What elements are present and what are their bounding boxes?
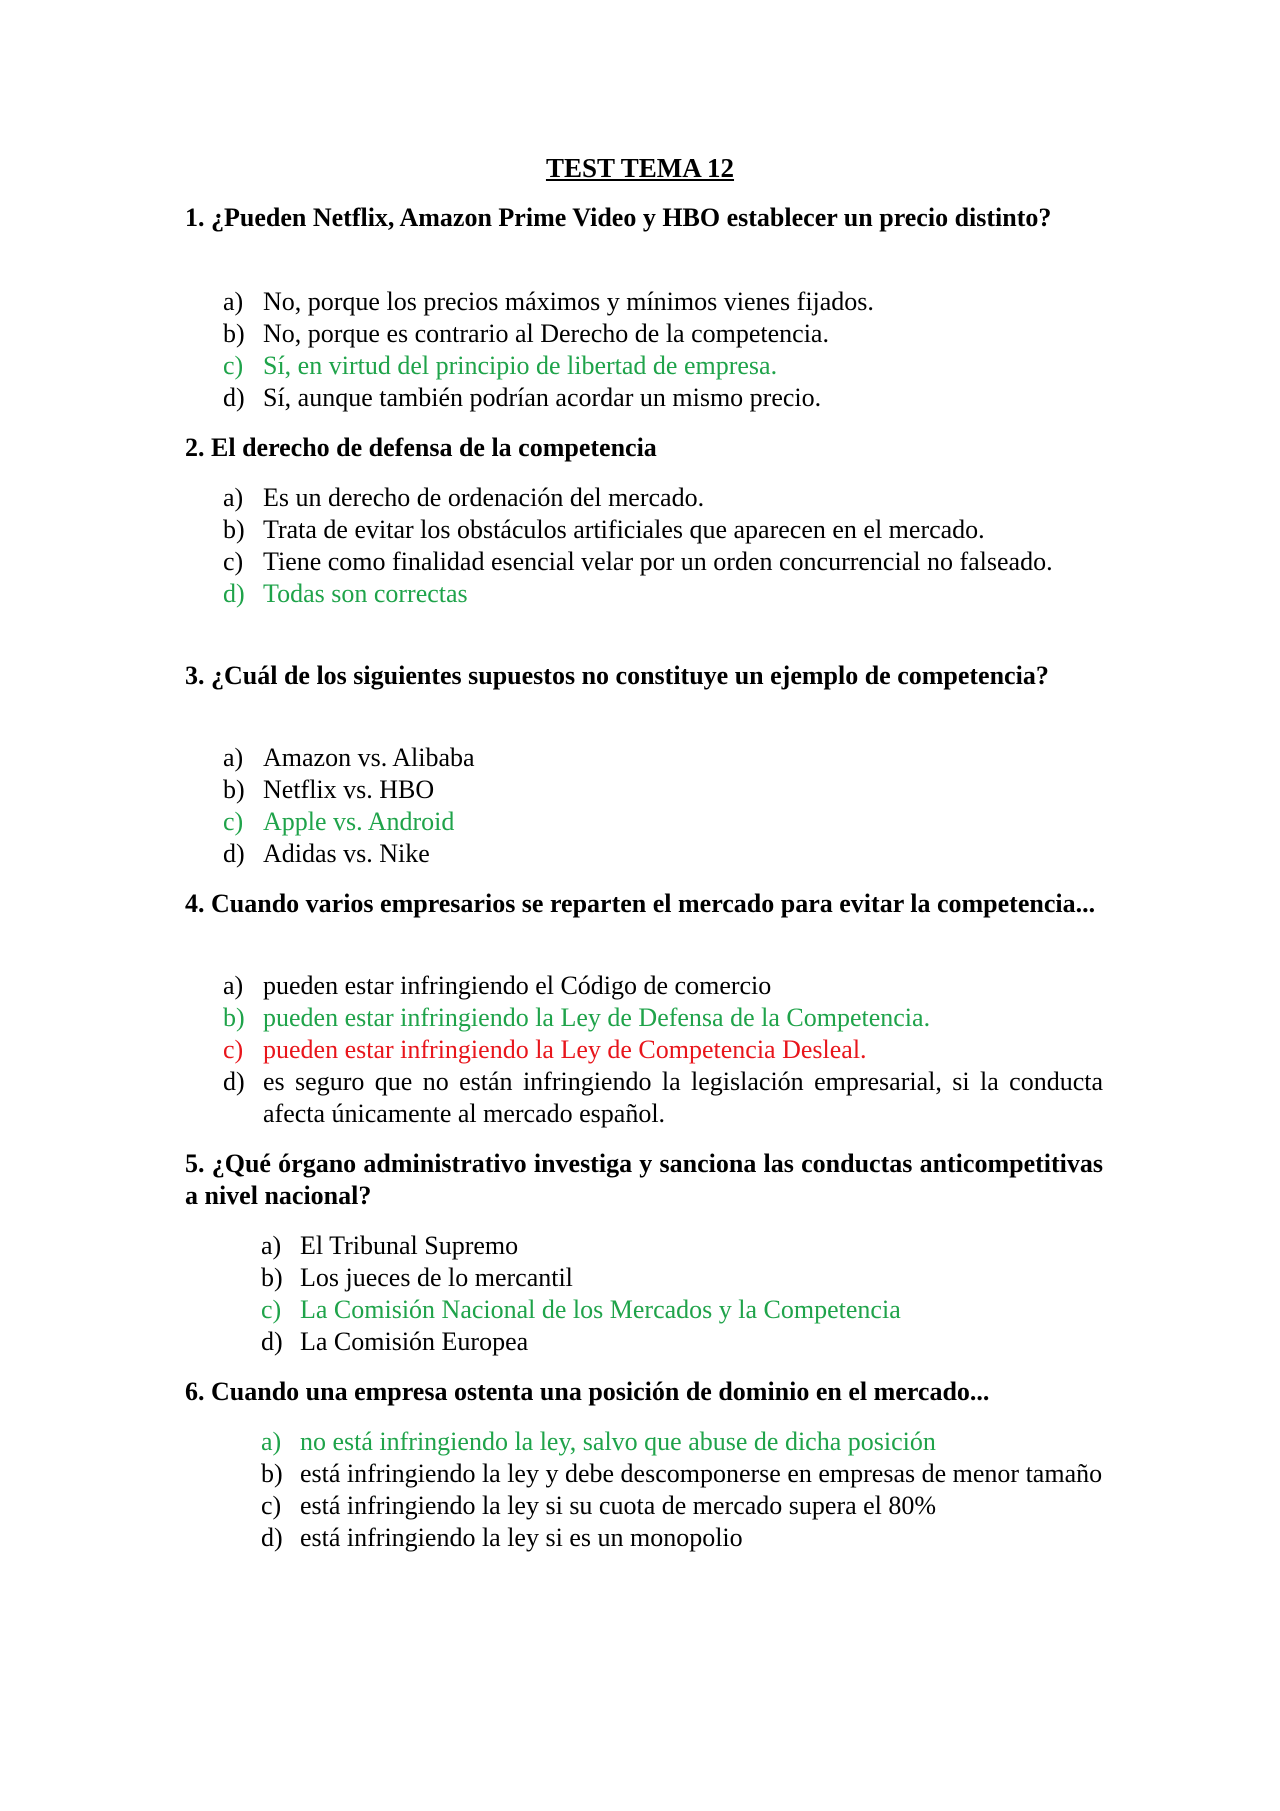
- option-text: pueden estar infringiendo la Ley de Defensa de la Competencia.: [263, 1003, 931, 1032]
- option-letter: a): [223, 483, 244, 512]
- option-4b-correct: [185, 1002, 1103, 1034]
- option-3a: [185, 742, 1103, 774]
- option-letter: d): [223, 839, 245, 868]
- option-1c-correct: [185, 350, 1103, 382]
- option-letter: b): [223, 775, 245, 804]
- option-3d: [185, 838, 1103, 870]
- option-text: es seguro que no están infringiendo la legislación empresarial, si la conducta afecta únicamente al mercado español.: [263, 1067, 1103, 1128]
- option-1d: [185, 382, 1103, 414]
- option-text: Adidas vs. Nike: [263, 839, 430, 868]
- question-2: 2. El derecho de defensa de la competencia: [185, 433, 657, 462]
- option-text: Apple vs. Android: [263, 807, 455, 836]
- option-letter: c): [223, 807, 244, 836]
- option-text: Todas son correctas: [263, 579, 468, 608]
- option-2b: [185, 514, 1103, 546]
- option-6d: [185, 1522, 1103, 1554]
- document-title: TEST TEMA 12: [545, 153, 735, 183]
- option-letter: b): [223, 515, 245, 544]
- option-4d: [185, 1066, 1103, 1130]
- option-letter: c): [223, 1035, 244, 1064]
- option-text: Sí, aunque también podrían acordar un mismo precio.: [263, 383, 822, 412]
- option-4a: [185, 970, 1103, 1002]
- question-1: 1. ¿Pueden Netflix, Amazon Prime Video y HBO establecer un precio distinto?: [185, 203, 1052, 232]
- option-letter: a): [223, 287, 244, 316]
- question-5-options: [185, 1230, 1103, 1358]
- option-text: El Tribunal Supremo: [300, 1231, 519, 1260]
- option-text: no está infringiendo la ley, salvo que abuse de dicha posición: [300, 1427, 936, 1456]
- option-5c-correct: [185, 1294, 1103, 1326]
- question-6-options: [185, 1426, 1103, 1554]
- option-letter: c): [261, 1491, 282, 1520]
- option-text: Es un derecho de ordenación del mercado.: [263, 483, 705, 512]
- option-2a: [185, 482, 1103, 514]
- option-text: Netflix vs. HBO: [263, 775, 435, 804]
- option-text: No, porque es contrario al Derecho de la competencia.: [263, 319, 829, 348]
- option-text: La Comisión Nacional de los Mercados y la Competencia: [300, 1295, 901, 1324]
- question-3: 3. ¿Cuál de los siguientes supuestos no constituye un ejemplo de competencia?: [185, 661, 1049, 690]
- option-letter: d): [223, 579, 245, 608]
- option-6b: [185, 1458, 1103, 1490]
- option-letter: a): [223, 971, 244, 1000]
- question-4-options: [185, 970, 1103, 1130]
- question-4: 4. Cuando varios empresarios se reparten el mercado para evitar la competencia...: [185, 889, 1096, 918]
- option-2d-correct: [185, 578, 1103, 610]
- option-letter: a): [223, 743, 244, 772]
- question-1-options: [185, 286, 1103, 414]
- option-5a: [185, 1230, 1103, 1262]
- option-text: No, porque los precios máximos y mínimos vienes fijados.: [263, 287, 874, 316]
- option-letter: d): [223, 1067, 245, 1096]
- option-letter: a): [261, 1427, 282, 1456]
- option-text: pueden estar infringiendo la Ley de Competencia Desleal.: [263, 1035, 867, 1064]
- question-6: 6. Cuando una empresa ostenta una posición de dominio en el mercado...: [185, 1377, 990, 1406]
- option-text: Trata de evitar los obstáculos artificiales que aparecen en el mercado.: [263, 515, 985, 544]
- option-3c-correct: [185, 806, 1103, 838]
- option-text: Los jueces de lo mercantil: [300, 1263, 573, 1292]
- option-text: La Comisión Europea: [300, 1327, 529, 1356]
- option-letter: b): [261, 1459, 283, 1488]
- option-6c: [185, 1490, 1103, 1522]
- option-text: está infringiendo la ley si es un monopolio: [300, 1523, 743, 1552]
- option-5b: [185, 1262, 1103, 1294]
- option-text: Sí, en virtud del principio de libertad de empresa.: [263, 351, 778, 380]
- option-4c-incorrect: [185, 1034, 1103, 1066]
- option-letter: a): [261, 1231, 282, 1260]
- question-2-options: [185, 482, 1103, 610]
- question-5: 5. ¿Qué órgano administrativo investiga y sanciona las conductas anticompetitivas a nivel nacional?: [185, 1149, 1103, 1210]
- option-text: está infringiendo la ley si su cuota de mercado supera el 80%: [300, 1491, 937, 1520]
- option-6a-correct: [185, 1426, 1103, 1458]
- option-letter: b): [261, 1263, 283, 1292]
- option-text: pueden estar infringiendo el Código de comercio: [263, 971, 772, 1000]
- option-text: está infringiendo la ley y debe descomponerse en empresas de menor tamaño: [300, 1459, 1103, 1488]
- option-letter: b): [223, 319, 245, 348]
- option-3b: [185, 774, 1103, 806]
- option-letter: d): [223, 383, 245, 412]
- option-text: Tiene como finalidad esencial velar por un orden concurrencial no falseado.: [263, 547, 1053, 576]
- option-letter: c): [223, 547, 244, 576]
- option-letter: d): [261, 1327, 283, 1356]
- option-1b: [185, 318, 1103, 350]
- option-2c: [185, 546, 1103, 578]
- question-3-options: [185, 742, 1103, 870]
- option-letter: c): [223, 351, 244, 380]
- option-letter: d): [261, 1523, 283, 1552]
- option-1a: [185, 286, 1103, 318]
- option-letter: c): [261, 1295, 282, 1324]
- option-text: Amazon vs. Alibaba: [263, 743, 475, 772]
- option-5d: [185, 1326, 1103, 1358]
- option-letter: b): [223, 1003, 245, 1032]
